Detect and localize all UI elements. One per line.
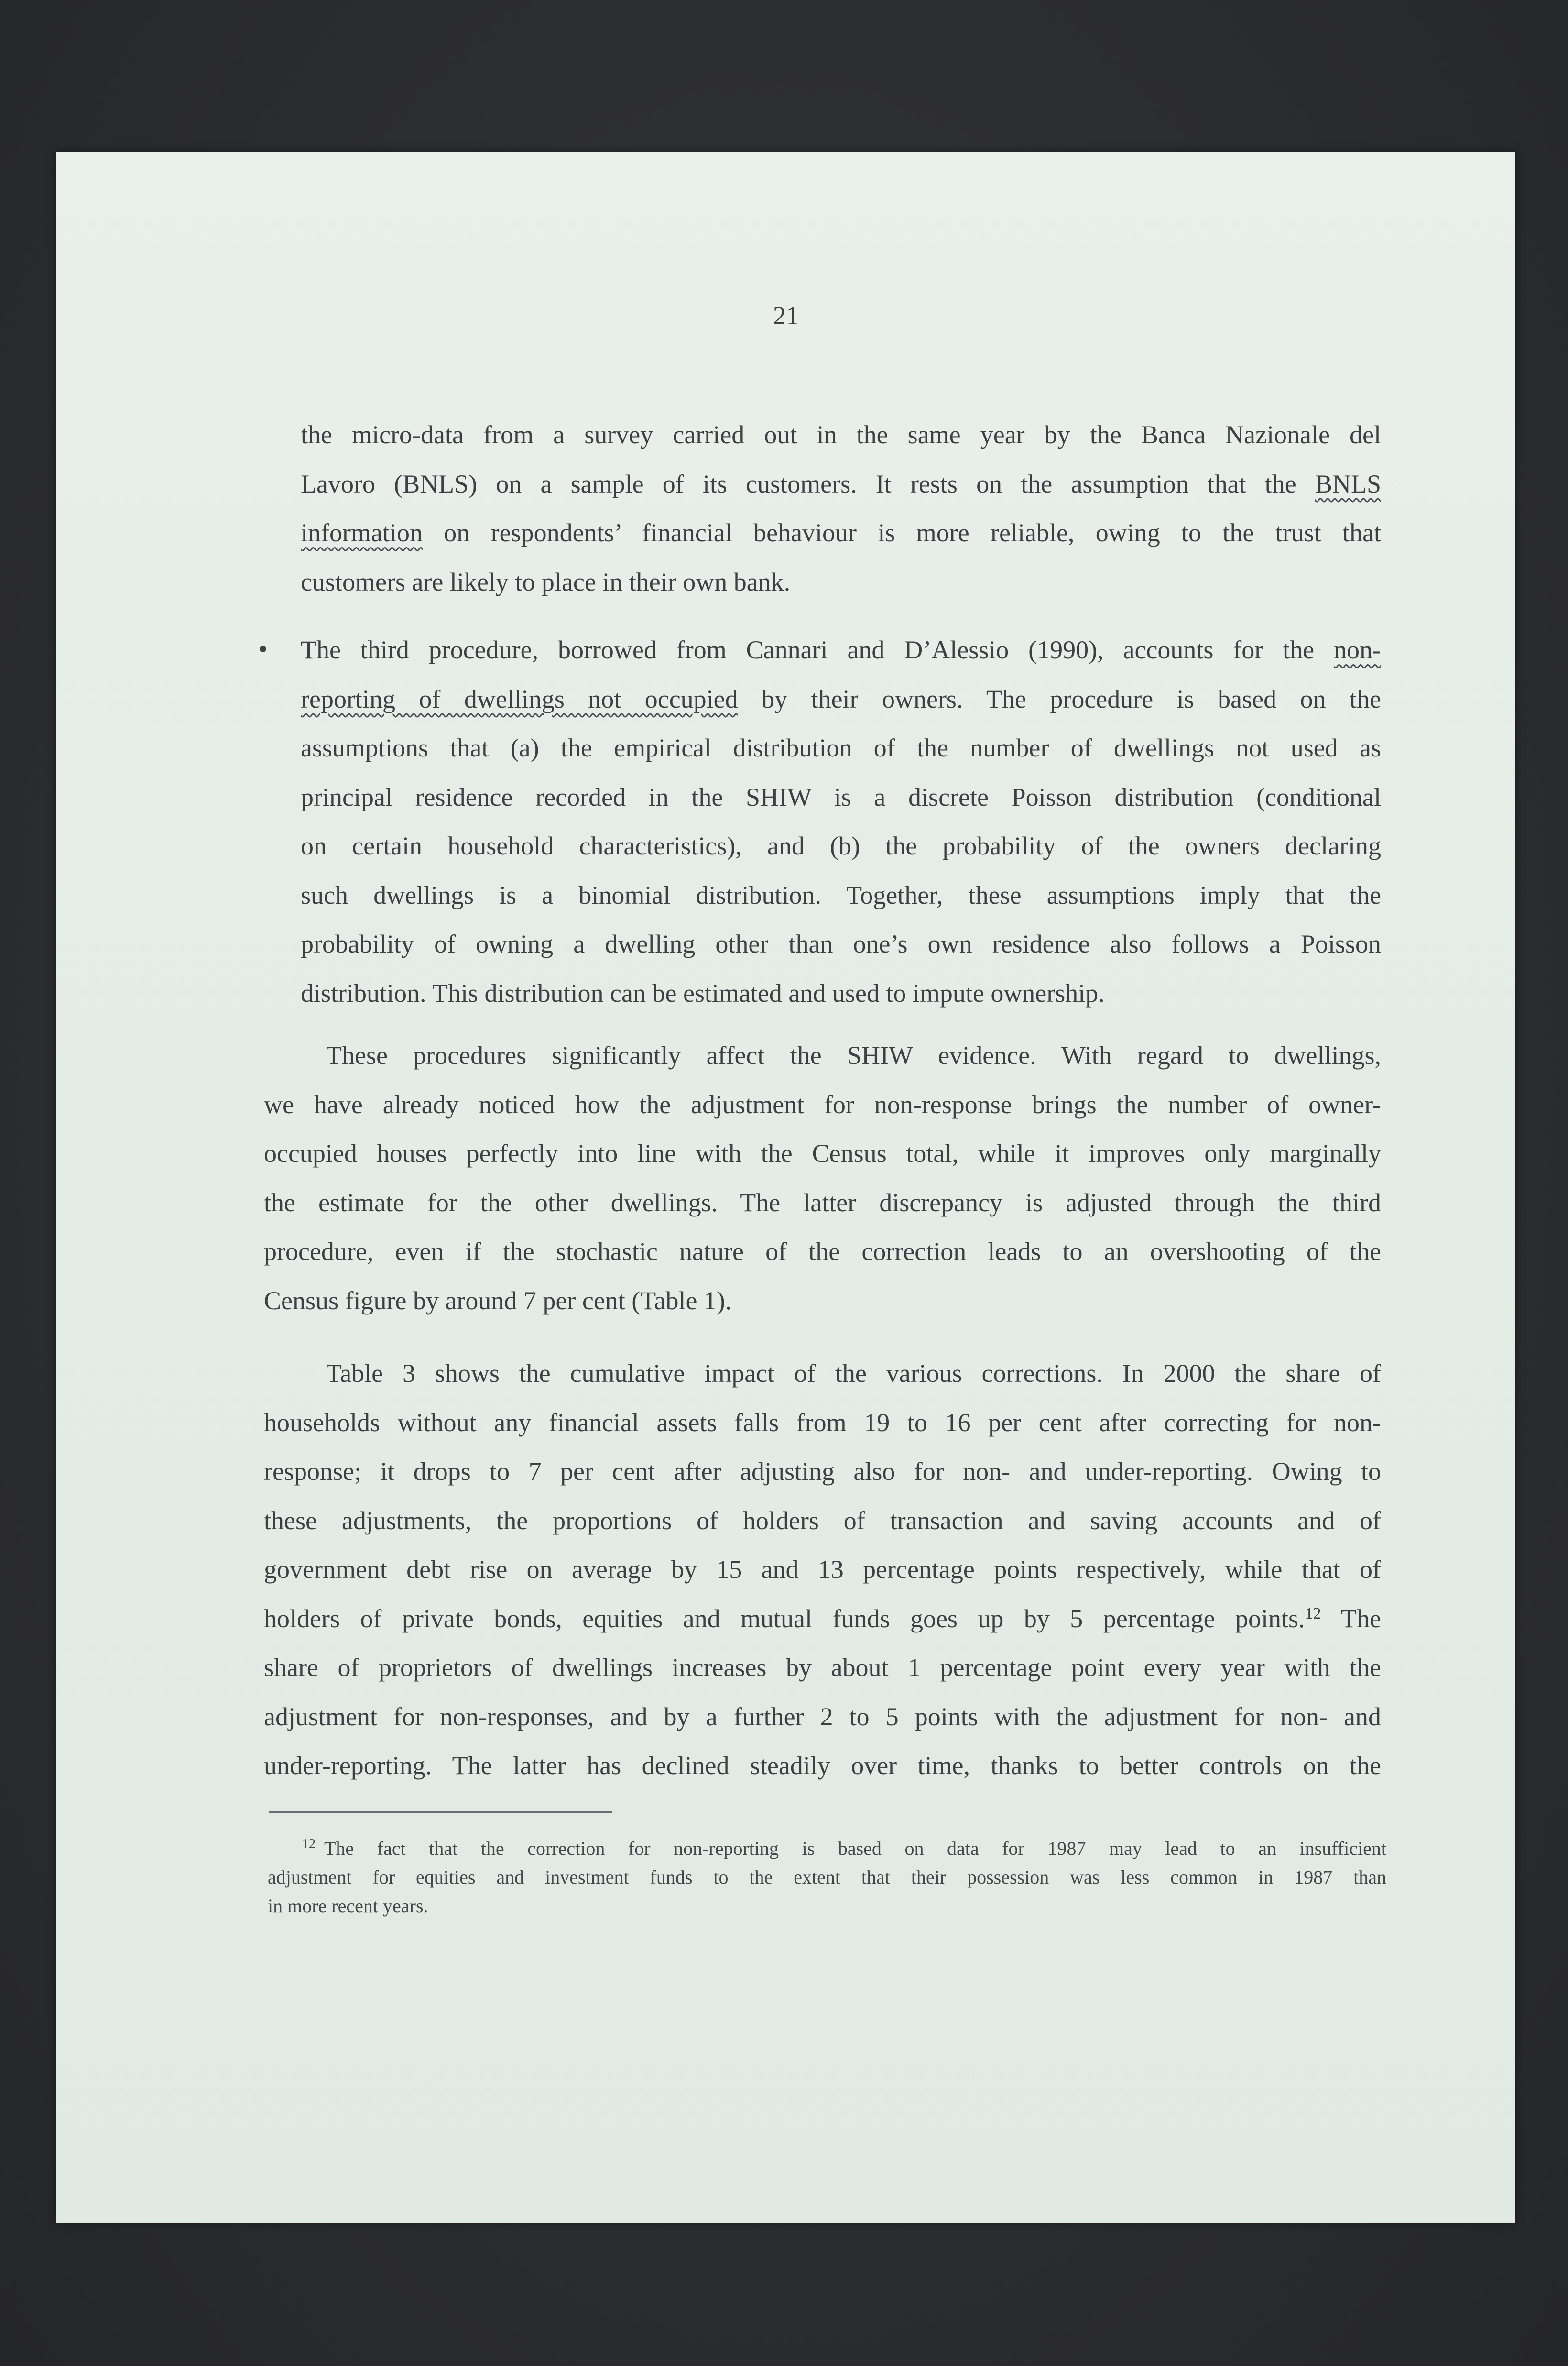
text-fragment: by their owners. The procedure is based on the xyxy=(738,684,1381,713)
footnote-marker: 12 xyxy=(302,1837,316,1851)
text-line: principal residence recorded in the SHIW is a discrete Poisson distribution (conditional xyxy=(301,782,1381,811)
text-line: government debt rise on average by 15 and 13 percentage points respectively, while that of xyxy=(264,1555,1381,1584)
text-line xyxy=(264,1594,1381,1643)
paragraph-procedures xyxy=(264,1031,1381,1325)
text-line: under-reporting. The latter has declined steadily over time, thanks to better controls on the xyxy=(264,1751,1381,1780)
text-line xyxy=(301,508,1381,558)
bullet-marker: • xyxy=(258,635,268,664)
bullet-paragraph xyxy=(301,625,1381,1018)
footnote-line xyxy=(268,1834,1386,1863)
text-fragment: Lavoro (BNLS) on a sample of its customers. It rests on the assumption that the xyxy=(301,469,1315,498)
text-line: share of proprietors of dwellings increases by about 1 percentage point every year with the xyxy=(264,1653,1381,1682)
text-line: these adjustments, the proportions of holders of transaction and saving accounts and of xyxy=(264,1506,1381,1535)
underlined-text: information xyxy=(301,518,423,547)
underlined-text: non- xyxy=(1334,635,1381,664)
footnote-divider xyxy=(269,1811,612,1813)
text-line: adjustment for non-responses, and by a further 2 to 5 points with the adjustment for non- and xyxy=(264,1702,1381,1731)
text-line: probability of owning a dwelling other than one’s own residence also follows a Poisson xyxy=(301,930,1381,958)
document-page xyxy=(56,152,1515,2223)
text-line: households without any financial assets falls from 19 to 16 per cent after correcting for non- xyxy=(264,1408,1381,1437)
text-line: distribution. This distribution can be estimated and used to impute ownership. xyxy=(301,978,1105,1008)
text-line: the estimate for the other dwellings. The latter discrepancy is adjusted through the third xyxy=(264,1188,1381,1217)
page-number: 21 xyxy=(773,301,799,330)
text-fragment: The third procedure, borrowed from Cannari and D’Alessio (1990), accounts for the xyxy=(301,635,1334,664)
text-line: response; it drops to 7 per cent after adjusting also for non- and under-reporting. Owing to xyxy=(264,1457,1381,1486)
text-line: on certain household characteristics), and (b) the probability of the owners declaring xyxy=(301,832,1381,860)
underlined-text: BNLS xyxy=(1315,469,1381,498)
text-line: such dwellings is a binomial distribution. Together, these assumptions imply that the xyxy=(301,880,1381,909)
text-line: Table 3 shows the cumulative impact of the various corrections. In 2000 the share of xyxy=(326,1359,1381,1388)
text-line: the micro-data from a survey carried out in the same year by the Banca Nazionale del xyxy=(301,420,1381,449)
text-fragment: holders of private bonds, equities and mutual funds goes up by 5 percentage points. xyxy=(264,1604,1305,1633)
footnote-reference[interactable]: 12 xyxy=(1305,1604,1321,1622)
footnote xyxy=(268,1834,1386,1920)
text-line: assumptions that (a) the empirical distribution of the number of dwellings not used as xyxy=(301,734,1381,762)
underlined-text: reporting of dwellings not occupied xyxy=(301,684,738,713)
text-line: occupied houses perfectly into line with the Census total, while it improves only marginally xyxy=(264,1139,1381,1168)
footnote-line: adjustment for equities and investment funds to the extent that their possession was less common in 1987 than xyxy=(268,1866,1386,1888)
text-line: procedure, even if the stochastic nature of the correction leads to an overshooting of the xyxy=(264,1237,1381,1266)
text-fragment: on respondents’ financial behaviour is more reliable, owing to the trust that xyxy=(422,518,1381,547)
paragraph-table3 xyxy=(264,1349,1381,1790)
text-line: These procedures significantly affect the SHIW evidence. With regard to dwellings, xyxy=(326,1041,1381,1070)
text-fragment: The xyxy=(1321,1604,1381,1633)
text-line xyxy=(301,675,1381,724)
text-fragment: The fact that the correction for non-reporting is based on data for 1987 may lead to an insufficient xyxy=(324,1838,1386,1859)
bullet-continuation-paragraph xyxy=(301,410,1381,606)
text-line: customers are likely to place in their own bank. xyxy=(301,567,791,596)
text-line xyxy=(301,460,1381,509)
text-line: Census figure by around 7 per cent (Table 1). xyxy=(264,1286,732,1315)
footnote-line: in more recent years. xyxy=(268,1895,428,1917)
text-line xyxy=(301,625,1381,675)
text-line: we have already noticed how the adjustment for non-response brings the number of owner- xyxy=(264,1090,1381,1119)
